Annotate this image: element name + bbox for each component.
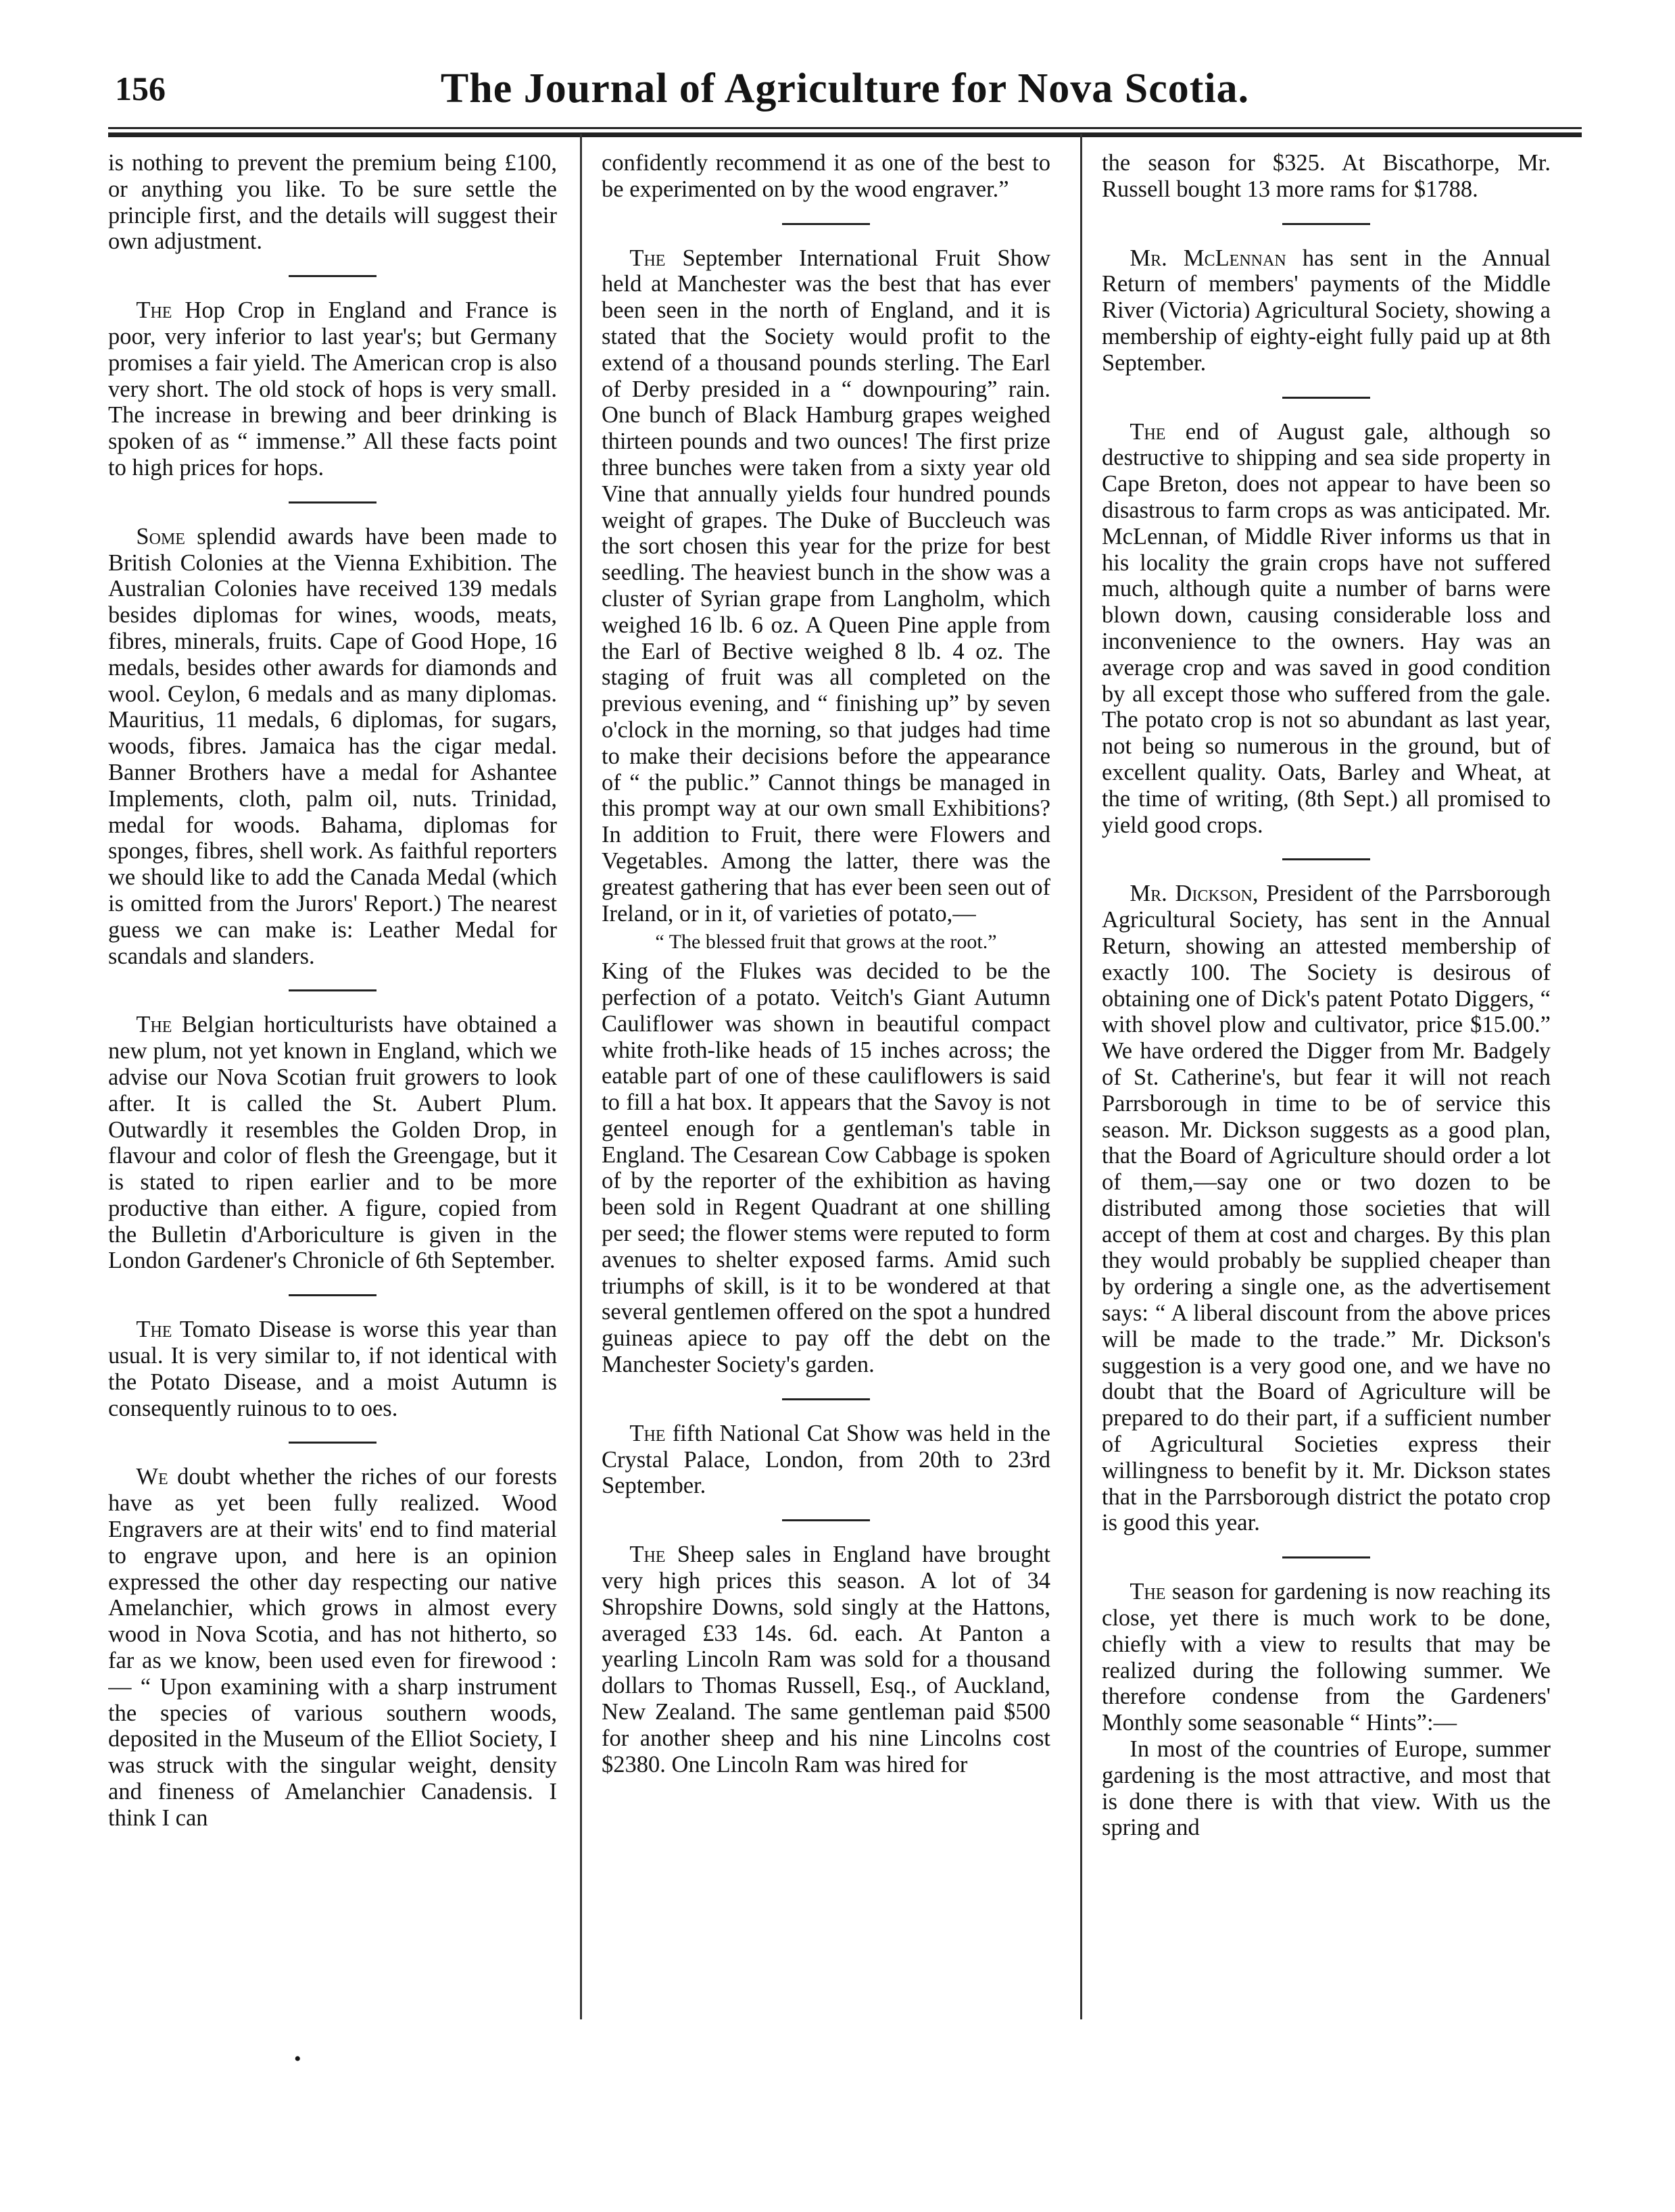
paragraph-text: splendid awards have been made to British Colonies at the Vienna Exhibition. The Australian Colonies have received 139 medals besides diplomas for wines, woods, meats, fibres, minerals, fruits. Cape of Good Hope, 16 medals, besides other awards for diamonds and wool. Ceylon, 6 medals and as many diplomas. Mauritius, 11 medals, 6 diplomas, for sugars, woods, fibres. Jamaica has the cigar medal. Banner Brothers have a medal for Ashantee Implements, cloth, palm oil, nuts. Trinidad, medal for woods. Bahama, diplomas for sponges, fibres, shell work. As faithful reporters we should like to add the Canada Medal (which is omitted from the Jurors' Report.) The nearest guess we can make is: Leather Medal for scandals and slanders. [108,523,557,969]
paragraph-lead: We [136,1464,168,1490]
article-separator [1282,397,1370,399]
paragraph-lead: Mr. McLennan [1130,245,1286,271]
paragraph-text: has sent in the Annual Return of members' payments of the Middle River (Victoria) Agricultural Society, showing a membership of eighty-eight fully paid up at 8th September. [1102,245,1551,376]
article-paragraph [602,150,1050,203]
paragraph-lead: The [629,1542,666,1568]
article-separator [289,1442,377,1444]
article-separator [289,501,377,503]
article-separator [782,1398,870,1400]
article-paragraph [108,524,557,970]
header-rule-thick [108,132,1582,137]
column-divider [580,134,582,2019]
article-separator [289,275,377,277]
paragraph-text: Tomato Disease is worse this year than usual. It is very similar to, if not identical with the Potato Disease, and a moist Autumn is consequently ruinous to to oes. [108,1317,557,1421]
paragraph-text: is nothing to prevent the premium being £100, or anything you like. To be sure settle the principle first, and the details will suggest their own adjustment. [108,150,557,255]
article-separator [1282,858,1370,860]
article-separator [782,223,870,225]
paragraph-lead: Some [136,523,185,549]
paragraph-text: In most of the countries of Europe, summer gardening is the most attractive, and most that is done there is with that view. With us the spring and [1102,1736,1551,1841]
column-divider [1080,134,1082,2019]
paragraph-text: September International Fruit Show held at Manchester was the best that has ever been seen in the north of England, and it is stated that the Society would profit to the extend of a thousand pounds sterling. The Earl of Derby presided in a “ downpouring” rain. One bunch of Black Hamburg grapes weighed thirteen pounds and two ounces! The first prize three bunches were taken from a sixty year old Vine that annually yields four hundred pounds weight of grapes. The Duke of Buccleuch was the sort chosen this year for the prize for best seedling. The heaviest bunch in the show was a cluster of Syrian grape from Langholm, which weighed 16 lb. 6 oz. A Queen Pine apple from the Earl of Bective weighed 8 lb. 4 oz. The staging of fruit was all completed on the previous evening, and “ finishing up” by seven o'clock in the morning, so that judges had time to make their decisions before the appearance of “ the public.” Cannot things be managed in this prompt way at our own small Exhibitions? In addition to Fruit, there were Flowers and Vegetables. Among the latter, there was the greatest gathering that has ever been seen out of Ireland, or in it, of varieties of potato,— [602,245,1050,927]
article-paragraph [108,297,557,481]
paragraph-lead: The [1130,418,1166,445]
article-separator [289,1294,377,1296]
paragraph-lead: The [136,1012,172,1038]
paragraph-lead: The [136,1317,172,1343]
article-paragraph [1102,1736,1551,1841]
paragraph-lead: The [136,297,172,324]
column-2 [602,150,1050,2005]
article-paragraph [108,1464,557,1831]
article-paragraph [1102,1579,1551,1736]
paragraph-lead: Mr. Dickson [1130,881,1253,907]
paragraph-text: season for gardening is now reaching its close, yet there is much work to be done, chiefly with a view to results that may be realized during the following summer. We therefore condense from the Gardeners' Monthly some seasonable “ Hints”:— [1102,1579,1551,1736]
page-number: 156 [115,70,166,107]
paragraph-text: Belgian horticulturists have obtained a new plum, not yet known in England, which we advise our Nova Scotian fruit growers to look after. It is called the St. Aubert Plum. Outwardly it resembles the Golden Drop, in flavour and color of flesh the Greengage, but it is stated to ripen earlier and to be more productive than either. A figure, copied from the Bulletin d'Arboriculture is given in the London Gardener's Chronicle of 6th September. [108,1012,557,1274]
column-3 [1102,150,1551,2005]
column-1 [108,150,557,2005]
article-paragraph [602,1542,1050,1777]
header-rule-thin [108,127,1582,129]
article-paragraph [602,958,1050,1378]
paragraph-text: the season for $325. At Biscathorpe, Mr. Russell bought 13 more rams for $1788. [1102,150,1551,202]
paragraph-lead: The [629,245,666,271]
article-paragraph [1102,245,1551,376]
article-paragraph [108,150,557,255]
paragraph-text: Sheep sales in England have brought very high prices this season. A lot of 34 Shropshire Downs, sold singly at the Hattons, averaged £33 14s. 6d. each. At Panton a yearling Lincoln Ram was sold for a thousand dollars to Thomas Russell, Esq., of Auckland, New Zealand. The same gentleman paid $500 for another sheep and his nine Lincolns cost $2380. One Lincoln Ram was hired for [602,1542,1050,1777]
article-separator [289,989,377,991]
article-separator [1282,223,1370,225]
journal-title: The Journal of Agriculture for Nova Scotia. [440,66,1250,112]
article-separator [782,1519,870,1521]
footer-mark: • [294,2048,301,2070]
article-paragraph [108,1317,557,1421]
paragraph-text: end of August gale, although so destructive to shipping and sea side property in Cape Breton, does not appear to have been so disastrous to farm crops as was anticipated. Mr. McLennan, of Middle River informs us that in his locality the grain crops have not suffered much, although quite a number of barns were blown down, causing considerable loss and inconvenience to the owners. Hay was an average crop and was saved in good condition by all except those who suffered from the gale. The potato crop is not so abundant as last year, not being so numerous in the ground, but of excellent quality. Oats, Barley and Wheat, at the time of writing, (8th Sept.) all promised to yield good crops. [1102,418,1551,838]
paragraph-text: confidently recommend it as one of the best to be experimented on by the wood engraver.” [602,150,1050,202]
paragraph-text: doubt whether the riches of our forests have as yet been fully realized. Wood Engravers are at their wits' end to find material to engrave upon, and here is an opinion expressed the other day respecting our native Amelanchier, which grows in almost every wood in Nova Scotia, and has not hitherto, so far as we know, been used even for firewood :— “ Upon examining with a sharp instrument the species of various southern woods, deposited in the Museum of the Elliot Society, I was struck with the singular weight, density and fineness of Amelanchier Canadensis. I think I can [108,1464,557,1831]
article-paragraph [1102,419,1551,839]
paragraph-lead: The [629,1420,666,1446]
article-paragraph [1102,150,1551,203]
article-paragraph [602,1421,1050,1499]
article-paragraph [1102,881,1551,1536]
article-paragraph [602,245,1050,927]
paragraph-text: fifth National Cat Show was held in the Crystal Palace, London, from 20th to 23rd September. [602,1420,1050,1499]
article-paragraph [108,1012,557,1274]
paragraph-lead: The [1130,1579,1166,1605]
page-header [108,65,1582,122]
article-paragraph [602,929,1050,956]
paragraph-text: , President of the Parrsborough Agricultural Society, has sent in the Annual Return, showing an attested membership of exactly 100. The Society is desirous of obtaining one of Dick's patent Potato Diggers, “ with shovel plow and cultivator, price $15.00.” We have ordered the Digger from Mr. Badgely of St. Catherine's, but fear it will not reach Parrsborough in time to be of service this season. Mr. Dickson suggests as a good plan, that the Board of Agriculture should order a lot of them,—say one or two dozen to be distributed among those societies that will accept of them at cost and charges. By this plan they would probably be supplied cheaper than by ordering a single one, as the advertisement says: “ A liberal discount from the above prices will be made to the trade.” Mr. Dickson's suggestion is a very good one, and we have no doubt that the Board of Agriculture will be prepared to do their part, if a sufficient number of Agricultural Societies express their willingness to benefit by it. Mr. Dickson states that in the Parrsborough district the potato crop is good this year. [1102,881,1551,1536]
paragraph-text: “ The blessed fruit that grows at the root.” [655,931,997,954]
paragraph-text: King of the Flukes was decided to be the perfection of a potato. Veitch's Giant Autumn Cauliflower was shown in beautiful compact white froth-like heads of 15 inches across; the eatable part of one of these cauliflowers is said to fill a hat box. It appears that the Savoy is not genteel enough for a gentleman's table in England. The Cesarean Cow Cabbage is spoken of by the reporter of the exhibition as having been sold in Regent Quadrant at one shilling per seed; the flower stems were reputed to form avenues to shelter exposed farms. Amid such triumphs of skill, is it to be wondered at that several gentlemen offered on the spot a hundred guineas apiece to pay off the debt on the Manchester Society's garden. [602,958,1050,1378]
article-separator [1282,1556,1370,1558]
paragraph-text: Hop Crop in England and France is poor, very inferior to last year's; but Germany promises a fair yield. The American crop is also very short. The old stock of hops is very small. The increase in brewing and beer drinking is spoken of as “ immense.” All these facts point to high prices for hops. [108,297,557,481]
